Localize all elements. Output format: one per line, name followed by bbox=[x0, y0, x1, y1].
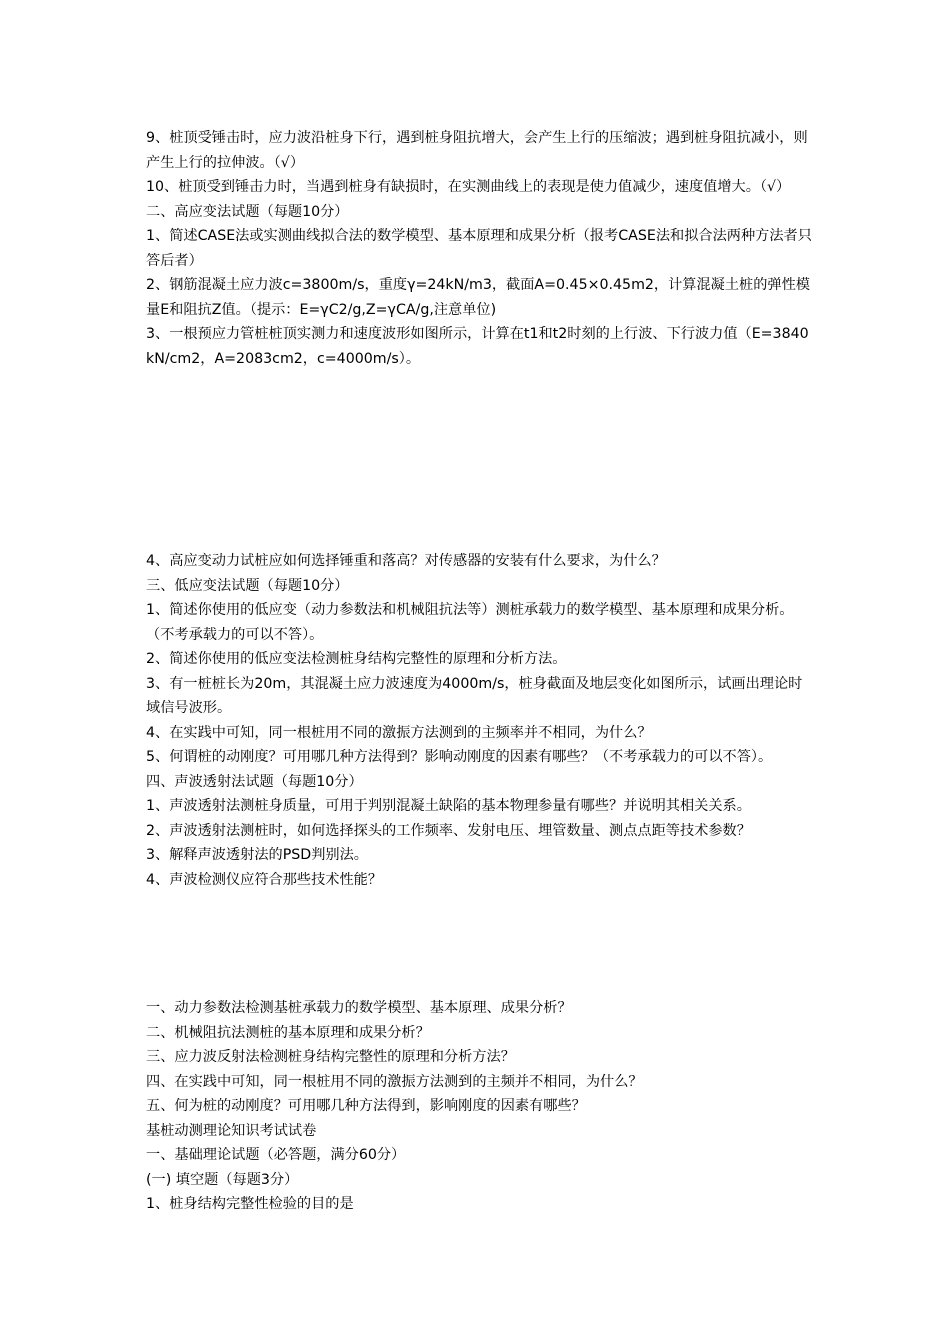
paragraph-sonic-settings: 2、声波透射法测桩时，如何选择探头的工作频率、发射电压、埋管数量、测点点距等技术参数？ bbox=[146, 822, 751, 839]
heading-high-strain: 二、高应变法试题（每题10分） bbox=[146, 203, 349, 220]
exam-title: 基桩动测理论知识考试试卷 bbox=[146, 1122, 317, 1139]
section-exam-paper bbox=[146, 996, 812, 1217]
paragraph-main-frequency: 4、在实践中可知，同一根桩用不同的激振方法测到的主频率并不相同，为什么？ bbox=[146, 724, 652, 741]
paragraph-stress-wave-reflection: 三、应力波反射法检测桩身结构完整性的原理和分析方法？ bbox=[146, 1049, 515, 1065]
paragraph-dynamic-stiffness: 5、何谓桩的动刚度？可用哪几种方法得到？影响动刚度的因素有哪些？（不考承载力的可以不答）。 bbox=[146, 749, 773, 765]
paragraph-elastic-modulus: 2、钢筋混凝土应力波c=3800m/s，重度γ=24kN/m3，截面A=0.45×0.45m2，计算混凝土桩的弹性模量E和阻抗Z值。（提示：E=γC2/g,Z=γCA/g,注意单位) bbox=[146, 277, 810, 318]
paragraph-q10-true-false: 10、桩顶受到锤击力时，当遇到桩身有缺损时，在实测曲线上的表现是使力值减少，速度值增大。（√） bbox=[146, 179, 791, 195]
paragraph-pile-stiffness: 五、何为桩的动刚度？可用哪几种方法得到，影响刚度的因素有哪些？ bbox=[146, 1098, 586, 1114]
section-high-strain-questions bbox=[146, 126, 812, 371]
paragraph-excitation-frequency: 四、在实践中可知，同一根桩用不同的激振方法测到的主频并不相同，为什么？ bbox=[146, 1073, 643, 1090]
paragraph-mechanical-impedance: 二、机械阻抗法测桩的基本原理和成果分析？ bbox=[146, 1024, 430, 1041]
paragraph-sonic-parameters: 1、声波透射法测桩身质量，可用于判别混凝土缺陷的基本物理参量有哪些？并说明其相关关系。 bbox=[146, 798, 751, 814]
heading-low-strain: 三、低应变法试题（每题10分） bbox=[146, 577, 349, 594]
paragraph-hammer-selection: 4、高应变动力试桩应如何选择锤重和落高？对传感器的安装有什么要求，为什么？ bbox=[146, 553, 666, 569]
paragraph-theoretical-waveform: 3、有一桩桩长为20m，其混凝土应力波速度为4000m/s，桩身截面及地层变化如图所示，试画出理论时域信号波形。 bbox=[146, 675, 803, 716]
paragraph-sonic-instrument: 4、声波检测仪应符合那些技术性能？ bbox=[146, 871, 383, 888]
paragraph-dynamic-parameter-method: 一、动力参数法检测基桩承载力的数学模型、基本原理、成果分析？ bbox=[146, 1000, 572, 1016]
heading-sonic-transmission: 四、声波透射法试题（每题10分） bbox=[146, 773, 363, 790]
section-low-strain-and-sonic bbox=[146, 549, 812, 892]
heading-basic-theory: 一、基础理论试题（必答题，满分60分） bbox=[146, 1147, 406, 1163]
paragraph-q9-true-false: 9、桩顶受锤击时，应力波沿桩身下行，遇到桩身阻抗增大，会产生上行的压缩波；遇到桩身阻抗减小，则产生上行的拉伸波。（√） bbox=[146, 130, 808, 171]
paragraph-low-strain-capacity: 1、简述你使用的低应变（动力参数法和机械阻抗法等）测桩承载力的数学模型、基本原理和成果分析。（不考承载力的可以不答）。 bbox=[146, 602, 794, 643]
paragraph-low-strain-integrity: 2、简述你使用的低应变法检测桩身结构完整性的原理和分析方法。 bbox=[146, 651, 567, 667]
paragraph-psd-method: 3、解释声波透射法的PSD判别法。 bbox=[146, 847, 368, 863]
paragraph-case-method: 1、简述CASE法或实测曲线拟合法的数学模型、基本原理和成果分析（报考CASE法和拟合法两种方法者只答后者） bbox=[146, 228, 812, 269]
paragraph-pipe-pile-wave: 3、一根预应力管桩桩顶实测力和速度波形如图所示，计算在t1和t2时刻的上行波、下行波力值（E=3840kN/cm2，A=2083cm2，c=4000m/s）。 bbox=[146, 326, 809, 367]
heading-fill-in-blank: (一) 填空题（每题3分） bbox=[146, 1171, 299, 1188]
paragraph-integrity-purpose: 1、桩身结构完整性检验的目的是 bbox=[146, 1196, 354, 1212]
